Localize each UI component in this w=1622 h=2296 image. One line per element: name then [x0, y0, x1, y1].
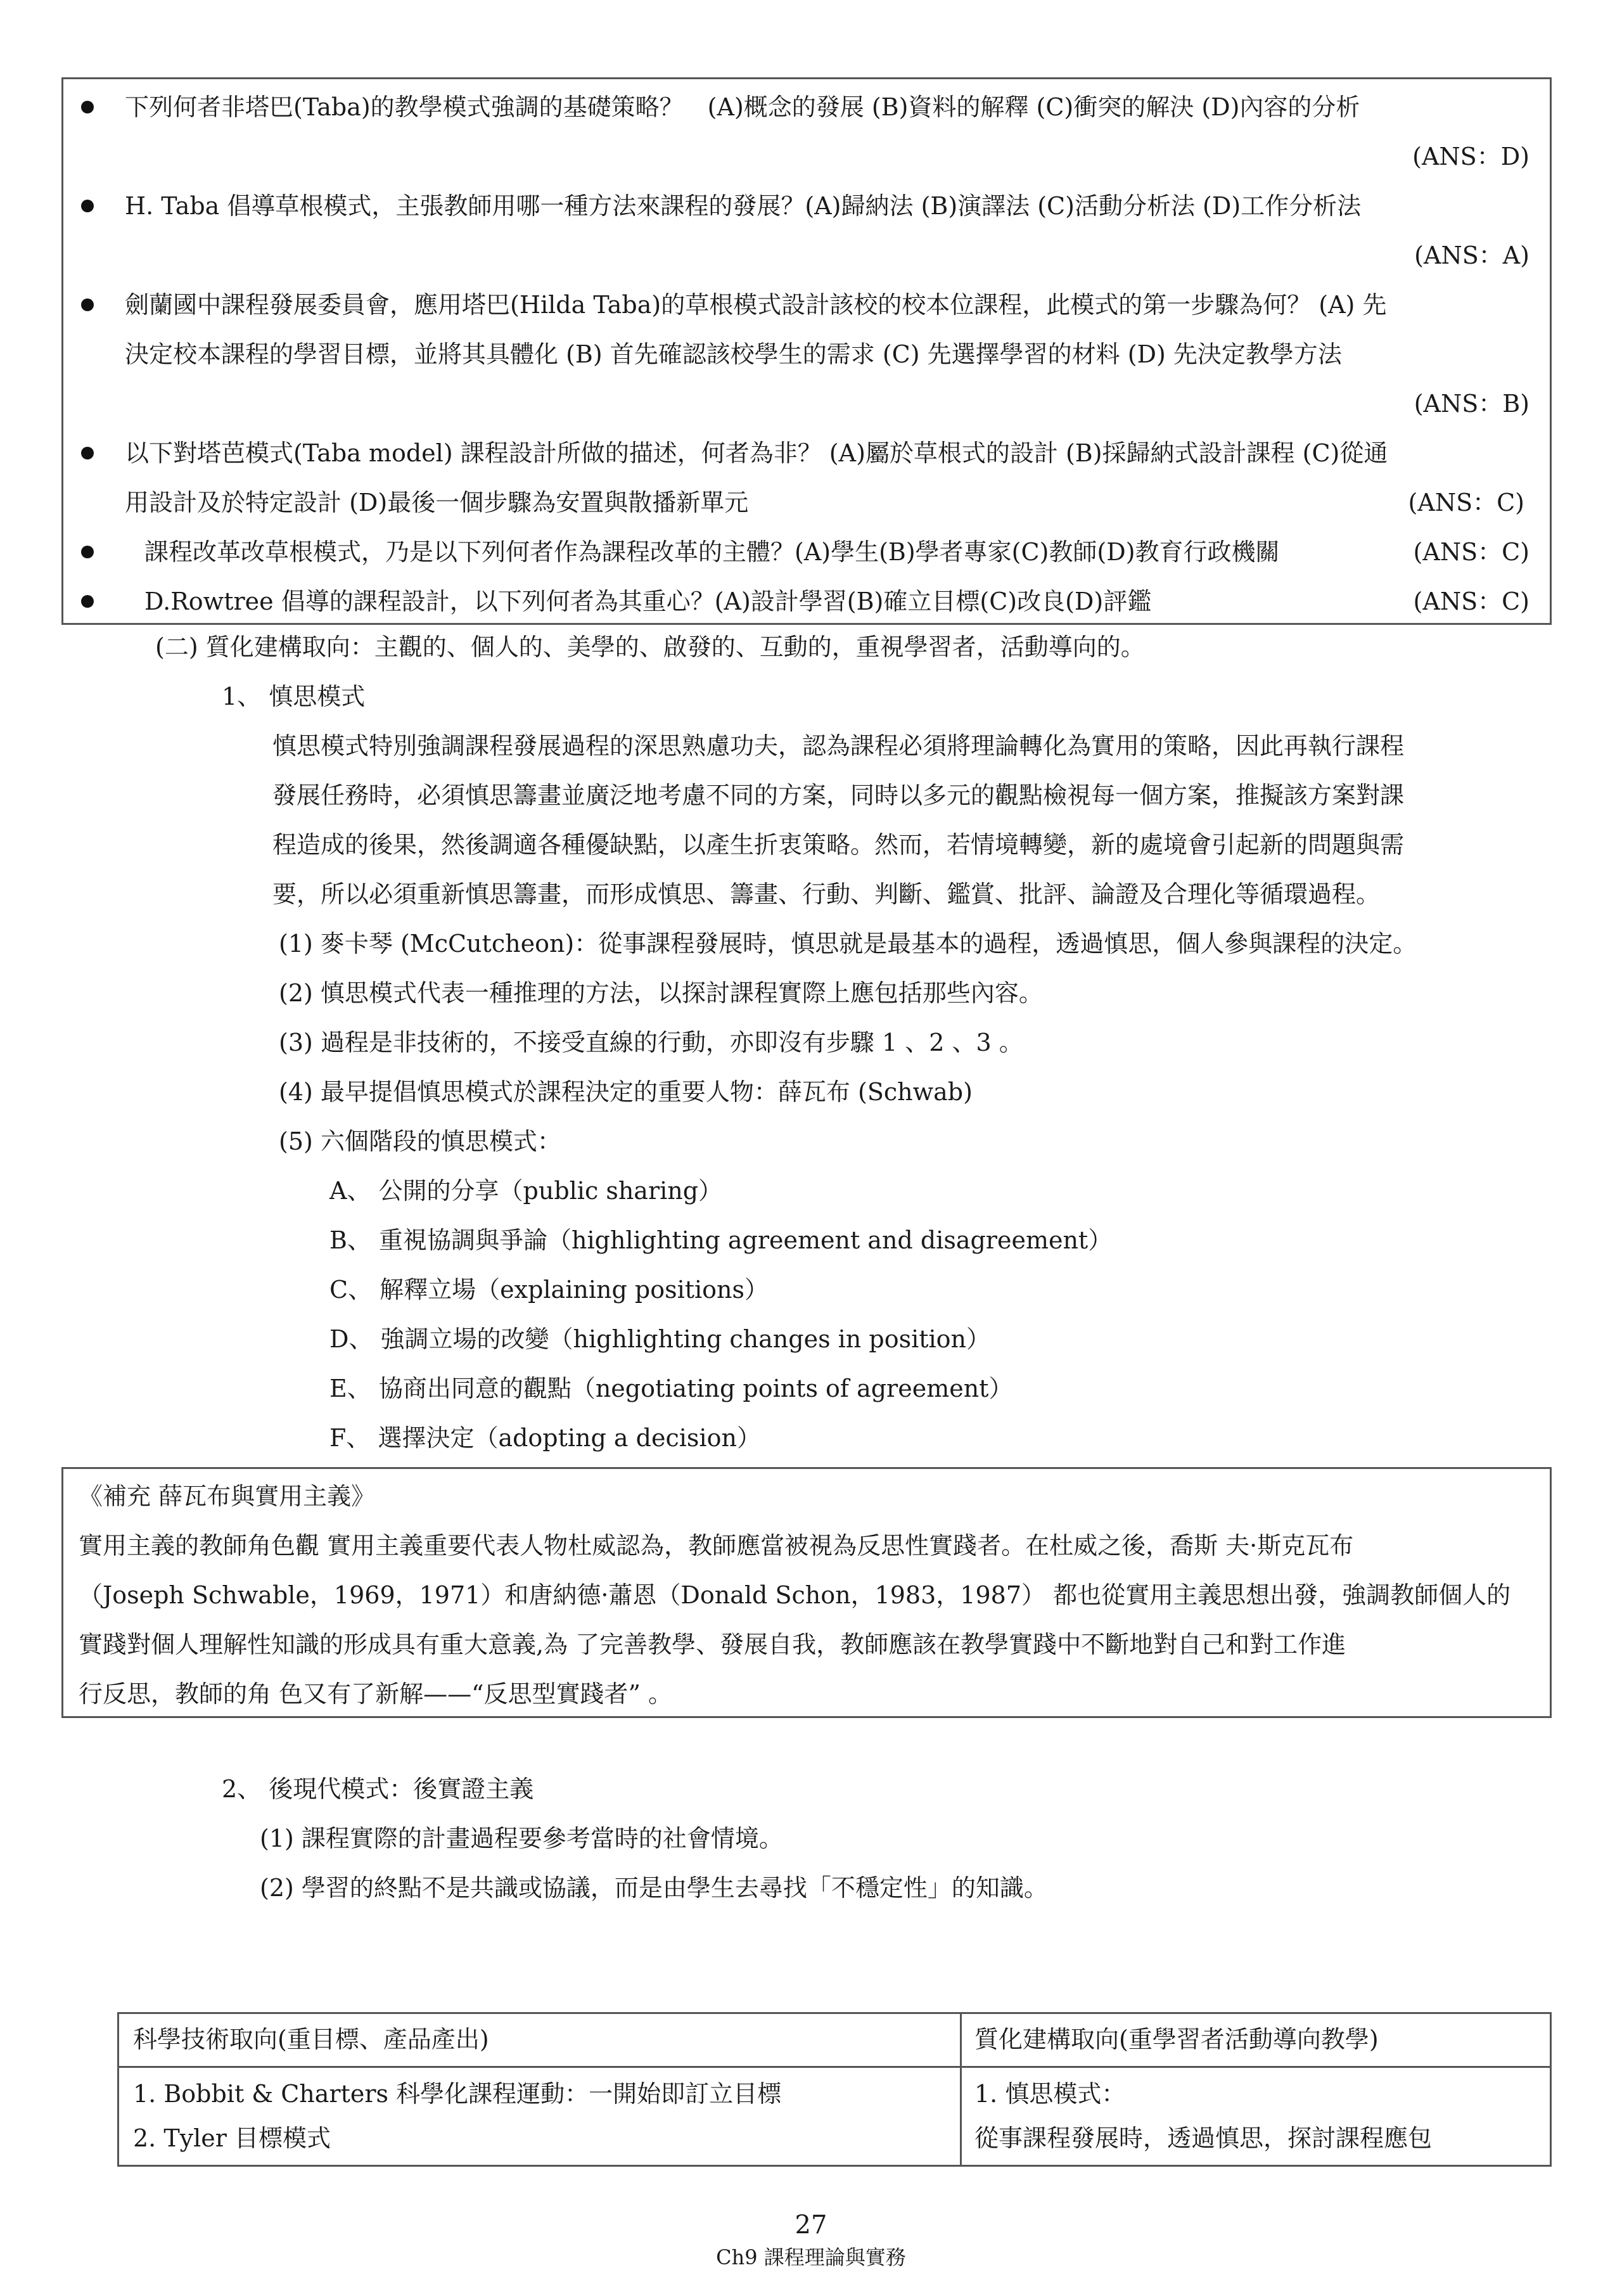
paragraph-line: 發展任務時，必須慎思籌畫並廣泛地考慮不同的方案，同時以多元的觀點檢視每一個方案，推擬該方案對課 [272, 781, 1405, 809]
list-item: C、 解釋立場（explaining positions） [329, 1276, 769, 1304]
question-text: 決定校本課程的學習目標，並將其具體化 (B) 首先確認該校學生的需求 (C) 先選擇學習的材料 (D) 先決定教學方法 [125, 340, 1342, 368]
table-divider [119, 2066, 1550, 2068]
question-answer: (ANS：C) [1408, 489, 1524, 516]
list-item: D、 強調立場的改變（highlighting changes in position） [329, 1325, 990, 1353]
stage-list [329, 1166, 1112, 1463]
question-text: H. Taba 倡導草根模式，主張教師用哪一種方法來課程的發展？(A)歸納法 (B)演譯法 (C)活動分析法 (D)工作分析法 [125, 192, 1362, 220]
question-answer: (ANS：A) [1414, 241, 1529, 269]
paragraph-line: 要，所以必須重新慎思籌畫，而形成慎思、籌畫、行動、判斷、鑑賞、批評、論證及合理化等循環過程。 [272, 880, 1381, 908]
question-text: 下列何者非塔巴(Taba)的教學模式強調的基礎策略？ (A)概念的發展 (B)資料的解釋 (C)衝突的解決 (D)內容的分析 [125, 93, 1360, 121]
question-answer: (ANS：B) [1414, 390, 1529, 418]
list-item: (1) 課程實際的計畫過程要參考當時的社會情境。 [260, 1825, 783, 1852]
comparison-table [117, 2012, 1552, 2167]
list-item: (3) 過程是非技術的，不接受直線的行動，亦即沒有步驟 1 、2 、3 。 [279, 1029, 1023, 1056]
supplement-title: 《補充 薛瓦布與實用主義》 [79, 1482, 376, 1510]
table-cell: 從事課程發展時，透過慎思，探討課程應包 [974, 2124, 1433, 2152]
list-item: B、 重視協調與爭論（highlighting agreement and disagreement） [329, 1226, 1113, 1254]
question-answer: (ANS：D) [1412, 143, 1529, 170]
list-item: F、 選擇決定（adopting a decision） [329, 1424, 761, 1452]
supplement-line: 行反思，教師的角 色又有了新解——“反思型實踐者” 。 [79, 1680, 673, 1708]
list-item: (2) 學習的終點不是共識或協議，而是由學生去尋找「不穩定性」的知識。 [260, 1874, 1048, 1902]
section-heading: (二) 質化建構取向：主觀的、個人的、美學的、啟發的、互動的，重視學習者，活動導向的。 [155, 633, 1145, 661]
bullet-icon [81, 298, 94, 311]
question-text: 課程改革改草根模式，乃是以下列何者作為課程改革的主體？(A)學生(B)學者專家(C)教師(D)教育行政機關 [144, 538, 1280, 566]
chapter-footer: Ch9 課程理論與實務 [716, 2245, 906, 2269]
paragraph-line: 程造成的後果，然後調適各種優缺點，以產生折衷策略。然而，若情境轉變，新的處境會引起新的問題與需 [272, 831, 1405, 859]
supplement-box [61, 1467, 1552, 1718]
list-item: A、 公開的分享（public sharing） [329, 1177, 723, 1205]
table-cell: 1. 慎思模式： [974, 2080, 1126, 2108]
supplement-line: （Joseph Schwable，1969，1971）和唐納德·蕭恩（Donald Schon，1983，1987） 都也從實用主義思想出發，強調教師個人的 [79, 1581, 1511, 1609]
question-text: 用設計及於特定設計 (D)最後一個步驟為安置與散播新單元 [125, 489, 749, 516]
question-text: 以下對塔芭模式(Taba model) 課程設計所做的描述，何者為非？ (A)屬於草根式的設計 (B)採歸納式設計課程 (C)從通 [125, 439, 1388, 467]
supplement-line: 實用主義的教師角色觀 實用主義重要代表人物杜威認為，教師應當被視為反思性實踐者。在杜威之後，喬斯 夫·斯克瓦布 [79, 1532, 1354, 1560]
list-item: (5) 六個階段的慎思模式： [279, 1127, 561, 1155]
question-text: D.Rowtree 倡導的課程設計，以下列何者為其重心？(A)設計學習(B)確立目標(C)改良(D)評鑑 [144, 587, 1152, 615]
page-number: 27 [795, 2210, 827, 2240]
list-item: E、 協商出同意的觀點（negotiating points of agreement） [329, 1375, 1013, 1402]
list-item: (2) 慎思模式代表一種推理的方法，以探討課程實際上應包括那些內容。 [279, 979, 1043, 1007]
section-paragraph [272, 721, 1404, 919]
list-item: (4) 最早提倡慎思模式於課程決定的重要人物：薛瓦布 (Schwab) [279, 1078, 973, 1106]
subsection-title: 1、 慎思模式 [222, 683, 366, 710]
table-header: 科學技術取向(重目標、產品產出) [133, 2025, 489, 2053]
bullet-icon [81, 546, 94, 558]
question-answer: (ANS：C) [1413, 587, 1529, 615]
bullet-icon [81, 595, 94, 608]
question-box [61, 77, 1552, 625]
question-text: 劍蘭國中課程發展委員會，應用塔巴(Hilda Taba)的草根模式設計該校的校本位課程，此模式的第一步驟為何？ (A) 先 [125, 291, 1387, 319]
table-header: 質化建構取向(重學習者活動導向教學) [974, 2025, 1379, 2053]
bullet-icon [81, 101, 94, 113]
table-cell: 2. Tyler 目標模式 [133, 2124, 331, 2152]
subsection-title: 2、 後現代模式：後實證主義 [222, 1775, 534, 1803]
bullet-icon [81, 447, 94, 459]
table-cell: 1. Bobbit & Charters 科學化課程運動：一開始即訂立目標 [133, 2080, 782, 2108]
question-answer: (ANS：C) [1413, 538, 1529, 566]
paragraph-line: 慎思模式特別強調課程發展過程的深思熟慮功夫，認為課程必須將理論轉化為實用的策略，因此再執行課程 [272, 732, 1405, 760]
supplement-line: 實踐對個人理解性知識的形成具有重大意義,為 了完善教學、發展自我，教師應該在教學實踐中不斷地對自己和對工作進 [79, 1631, 1346, 1658]
table-divider [960, 2014, 962, 2165]
bullet-icon [81, 200, 94, 212]
point-list [279, 919, 1417, 1166]
list-item: (1) 麥卡琴 (McCutcheon)：從事課程發展時，慎思就是最基本的過程，透過慎思，個人參與課程的決定。 [279, 930, 1417, 958]
